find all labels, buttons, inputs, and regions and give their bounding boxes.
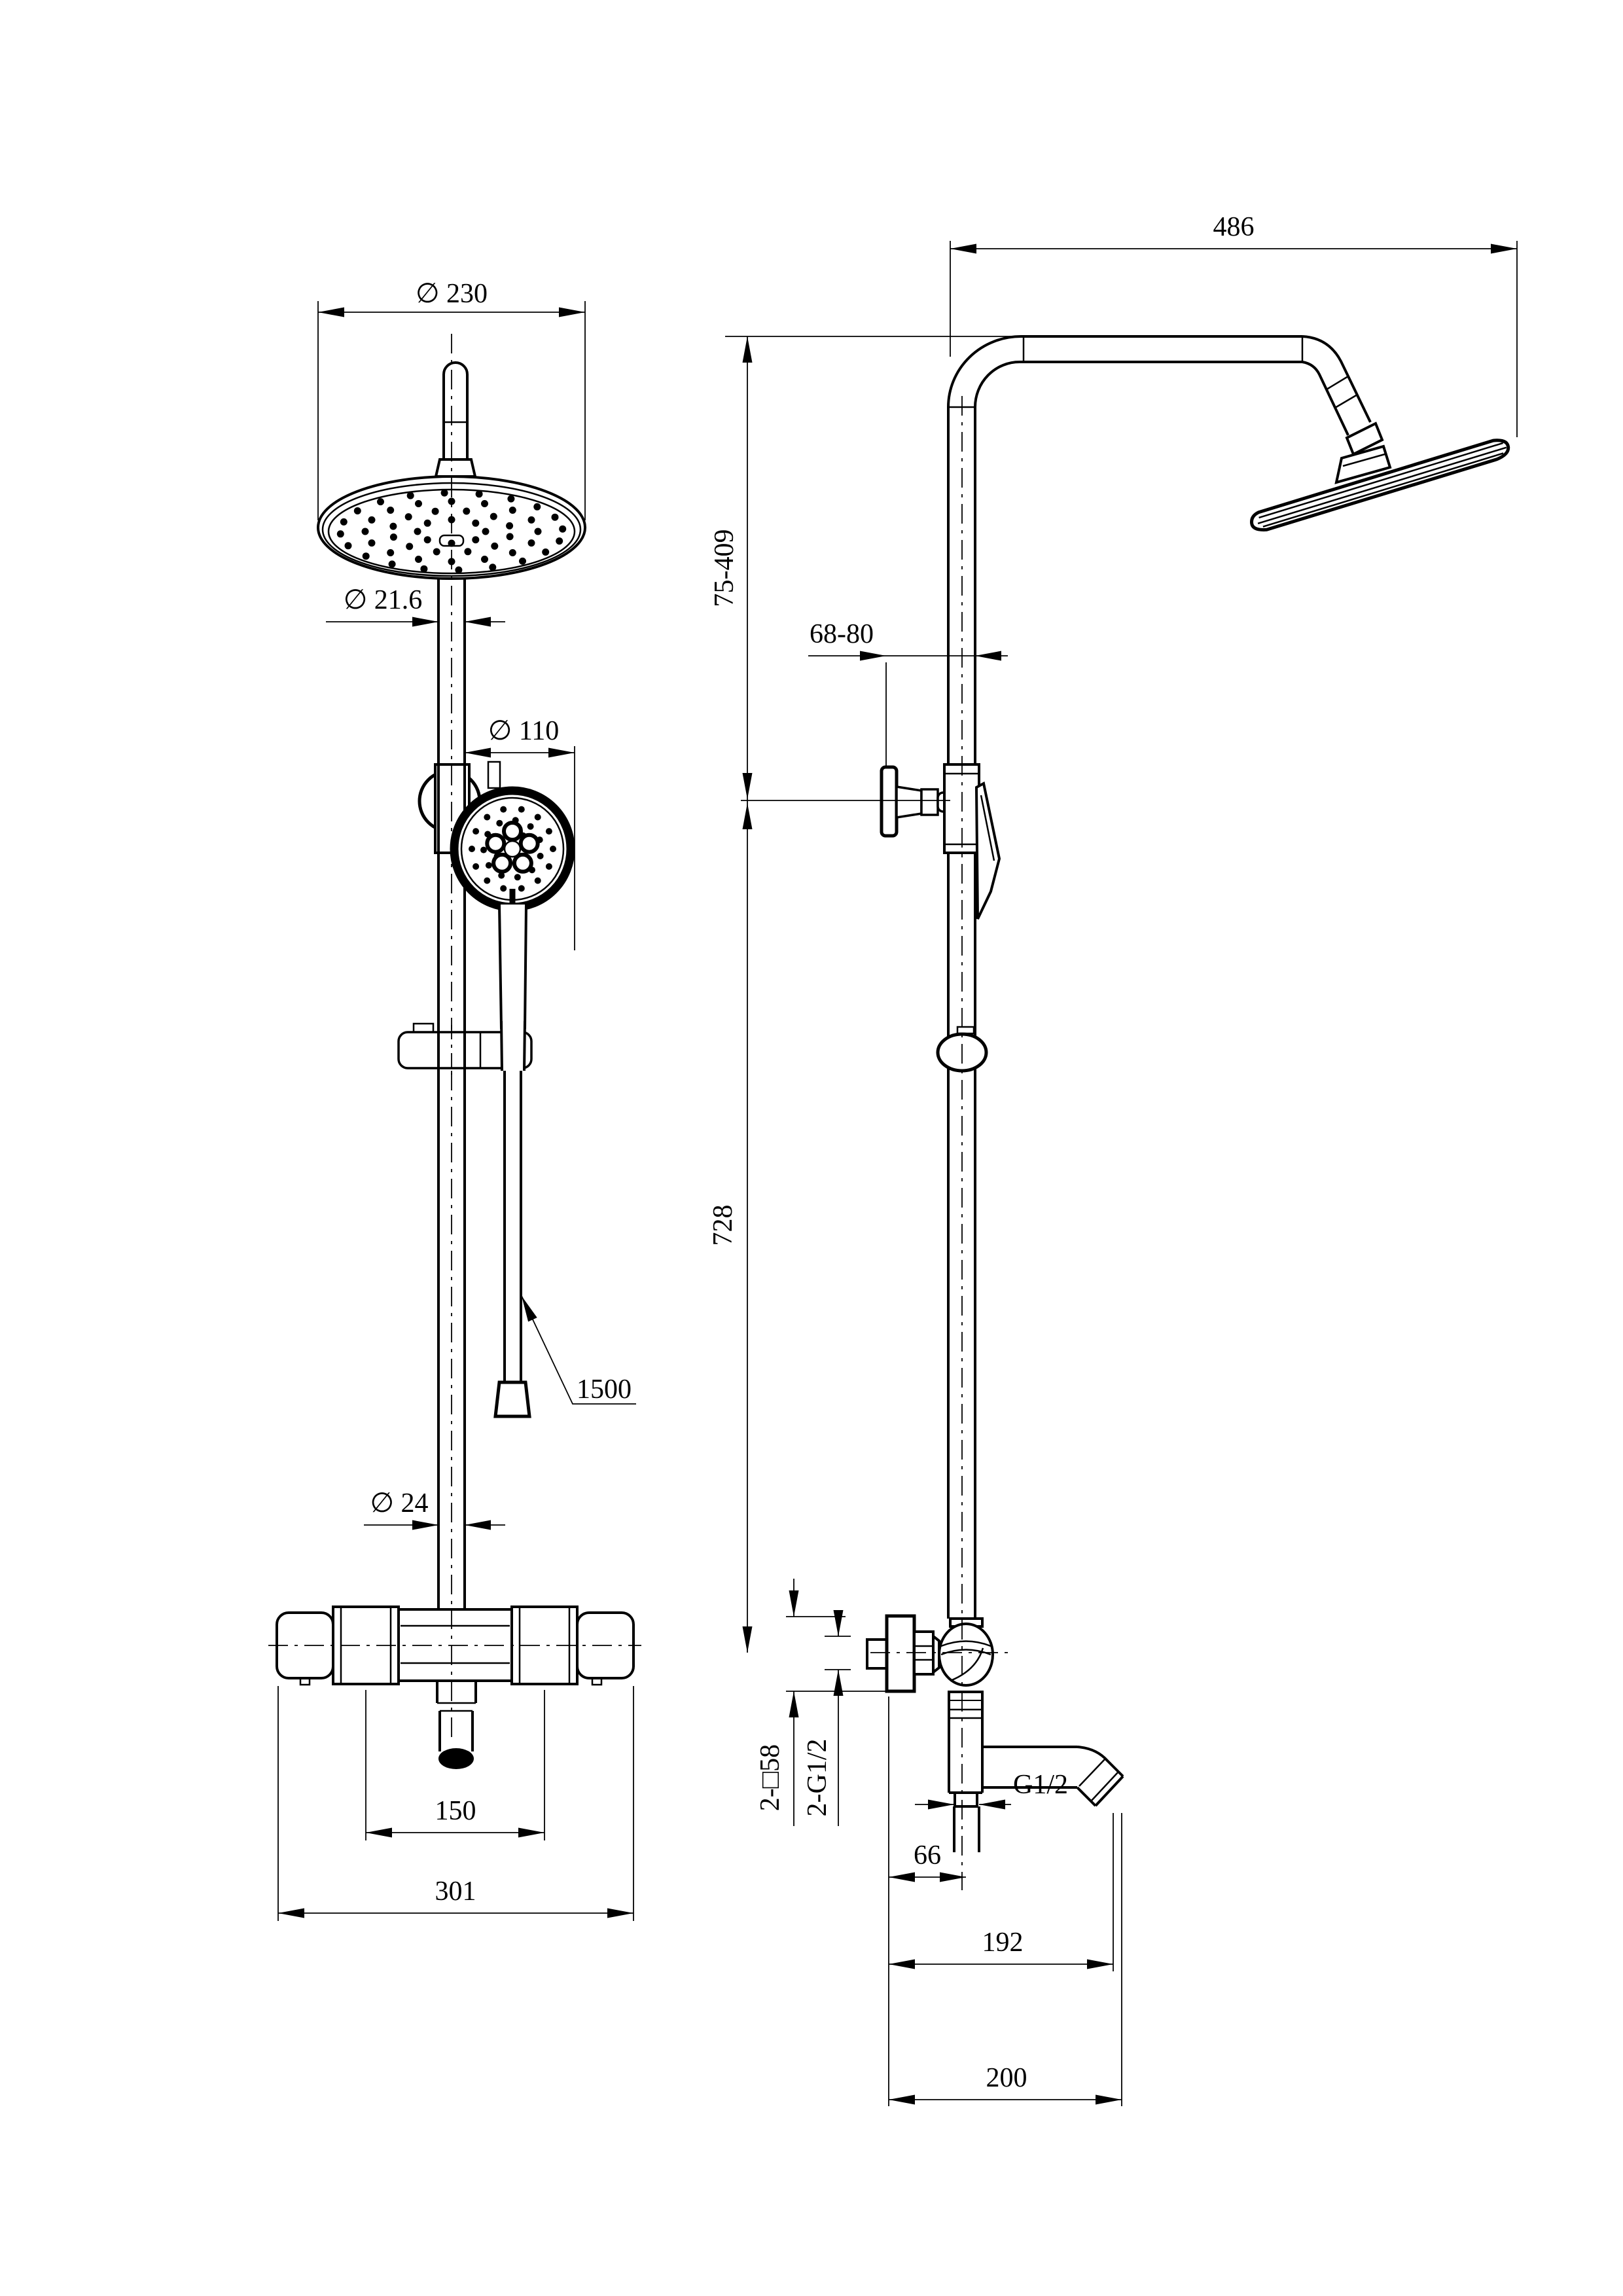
- spray-nozzle-dot: [518, 806, 525, 813]
- spray-nozzle-dot: [420, 565, 427, 573]
- dimension-arrowhead: [278, 1909, 304, 1918]
- supply-escutcheon: [887, 1616, 914, 1691]
- spray-nozzle-dot: [482, 528, 490, 535]
- spray-nozzle-dot: [535, 878, 541, 884]
- spray-nozzle-dot: [496, 820, 503, 827]
- spray-nozzle-dot: [340, 518, 348, 526]
- arm-diagonal-joint2: [1335, 395, 1357, 408]
- spray-nozzle-dot: [424, 536, 431, 543]
- spray-nozzle-dot: [363, 552, 370, 560]
- spray-nozzle-dot: [500, 806, 507, 813]
- spray-nozzle-dot: [542, 548, 549, 556]
- spray-nozzle-dot: [486, 862, 492, 869]
- spray-nozzle-dot: [500, 885, 507, 891]
- spray-nozzle-dot: [345, 542, 352, 549]
- spray-nozzle-dot: [377, 498, 384, 505]
- head-cone-connector: [436, 459, 475, 476]
- dimension-arrowhead: [743, 773, 753, 799]
- hand-shower-side-silhouette: [976, 783, 999, 919]
- spray-nozzle-dot: [535, 814, 541, 821]
- spray-nozzle-dot: [518, 885, 525, 891]
- spray-nozzle-dot: [389, 523, 397, 530]
- flower-nozzle: [521, 835, 538, 852]
- dimension-arrowhead: [1491, 244, 1517, 254]
- dim-inlet-spacing: 150: [435, 1796, 476, 1826]
- spray-nozzle-dot: [480, 847, 487, 853]
- bend-outer: [948, 336, 1021, 407]
- spray-nozzle-dot: [546, 863, 552, 870]
- spray-nozzle-dot: [337, 530, 344, 537]
- spray-nozzle-dot: [527, 823, 534, 830]
- arm-elbow-inner: [1302, 362, 1348, 435]
- dim-escutcheon-square: 2-□58: [755, 1744, 785, 1812]
- handle-right-edge: [525, 905, 526, 1029]
- dim-inlet-threads: 2-G1/2: [802, 1738, 832, 1817]
- dimension-arrowhead: [860, 651, 886, 661]
- arm-diagonal-joint1: [1327, 376, 1348, 389]
- spray-nozzle-dot: [559, 526, 566, 533]
- dimension-arrowhead: [559, 308, 585, 317]
- hose-fill: [505, 1071, 521, 1382]
- dimension-arrowhead: [789, 1590, 799, 1617]
- spray-nozzle-dot: [415, 556, 422, 563]
- dimension-arrowhead: [1087, 1960, 1113, 1969]
- dim-spout-overall: 200: [986, 2063, 1027, 2093]
- spray-nozzle-dot: [433, 548, 440, 556]
- spray-nozzle-dot: [387, 507, 394, 514]
- handle-lower-right: [524, 1021, 525, 1071]
- dimension-arrowhead: [743, 803, 753, 829]
- flower-nozzle: [504, 823, 521, 840]
- spray-nozzle-dot: [509, 549, 516, 556]
- spray-nozzle-dot: [463, 508, 470, 515]
- spray-nozzle-dot: [491, 543, 498, 550]
- bracket-collar: [921, 789, 938, 815]
- dim-arm-reach: 486: [1213, 212, 1255, 242]
- spray-nozzle-dot: [390, 533, 397, 541]
- spray-nozzle-dot: [389, 560, 396, 567]
- spray-nozzle-dot: [519, 558, 526, 565]
- dimension-arrowhead: [412, 1520, 438, 1530]
- dimension-arrowhead: [465, 617, 491, 627]
- dim-spout-outlet-thread: G1/2: [1013, 1770, 1068, 1800]
- spray-nozzle-dot: [414, 528, 421, 535]
- spray-nozzle-dot: [537, 853, 544, 859]
- outlet-nozzle: [955, 1793, 977, 1806]
- dimension-arrowhead: [518, 1828, 544, 1838]
- spray-nozzle-dot: [441, 490, 448, 497]
- spray-nozzle-dot: [469, 846, 475, 852]
- spray-nozzle-dot: [405, 513, 412, 520]
- supply-cone: [933, 1636, 939, 1672]
- spray-nozzle-dot: [387, 549, 394, 556]
- spray-nozzle-dot: [533, 503, 541, 511]
- dim-riser-length: 728: [708, 1204, 738, 1246]
- spray-nozzle-dot: [448, 558, 455, 565]
- spray-nozzle-dot: [448, 516, 455, 524]
- flower-nozzle: [514, 855, 531, 872]
- dim-hand-shower-diameter: ∅ 110: [488, 716, 560, 746]
- spray-nozzle-dot: [473, 828, 479, 834]
- spray-nozzle-dot: [484, 878, 490, 884]
- dimension-arrowhead: [889, 1960, 915, 1969]
- head-stub-pipe: [444, 363, 467, 459]
- spray-nozzle-dot: [556, 537, 563, 545]
- spray-nozzle-dot: [552, 514, 559, 521]
- spray-nozzle-dot: [484, 814, 490, 821]
- spray-nozzle-dot: [407, 492, 414, 499]
- side-dimensions: [708, 212, 1517, 2106]
- flower-nozzle: [487, 835, 504, 852]
- dimension-arrowhead: [548, 748, 575, 758]
- spray-nozzle-dot: [368, 516, 376, 524]
- neck-band: [949, 1692, 982, 1701]
- dim-head-drop-range: 75-409: [709, 529, 740, 607]
- dimension-arrowhead: [834, 1610, 844, 1636]
- bracket-wall-flange: [882, 767, 897, 836]
- dimension-arrowhead: [465, 748, 491, 758]
- dimension-arrowhead: [1096, 2095, 1122, 2105]
- dim-bracket-offset: 68-80: [810, 619, 874, 649]
- dimension-arrowhead: [318, 308, 344, 317]
- spray-nozzle-dot: [448, 540, 455, 547]
- dim-riser-diameter: ∅ 21.6: [343, 585, 423, 615]
- dimension-arrowhead: [889, 1873, 915, 1882]
- handle-lower-left: [501, 1021, 502, 1071]
- spray-nozzle-dot: [472, 520, 479, 527]
- spray-nozzle-dot: [406, 543, 413, 550]
- side-view: [708, 212, 1517, 2106]
- spray-nozzle-dot: [481, 556, 488, 563]
- diverter-ball: [939, 1624, 993, 1685]
- spray-nozzle-dot: [506, 522, 513, 529]
- spray-nozzle-dot: [490, 513, 497, 520]
- spray-nozzle-dot: [509, 507, 516, 514]
- dimension-arrowhead: [889, 2095, 915, 2105]
- spray-nozzle-dot: [448, 498, 455, 505]
- wall-supply-stub: [867, 1640, 887, 1668]
- dim-lower-riser-diameter: ∅ 24: [370, 1488, 429, 1518]
- spray-nozzle-dot: [476, 490, 483, 497]
- dimension-arrowhead: [366, 1828, 392, 1838]
- front-view: [268, 279, 641, 1921]
- dimension-arrowhead: [743, 336, 753, 363]
- spray-nozzle-dot: [528, 539, 535, 547]
- hand-shower-handle-fill: [499, 905, 526, 1029]
- spray-nozzle-dot: [415, 500, 422, 507]
- spray-nozzle-dot: [507, 495, 514, 503]
- dim-wall-to-riser-center: 66: [914, 1840, 941, 1871]
- holder-clip-tab: [488, 762, 500, 788]
- dim-spout-reach: 192: [982, 1928, 1024, 1958]
- spray-nozzle-dot: [481, 500, 488, 507]
- dimension-arrowhead: [950, 244, 976, 254]
- knob-step: [957, 1027, 974, 1033]
- spout-tip-joint: [1079, 1759, 1105, 1786]
- spray-nozzle-dot: [535, 528, 542, 535]
- spray-nozzle-dot: [489, 564, 496, 571]
- spout-tip-outer: [1077, 1747, 1123, 1776]
- spray-nozzle-dot: [455, 566, 462, 573]
- spray-nozzle-dot: [514, 874, 521, 880]
- spray-nozzle-dot: [473, 863, 479, 870]
- dimension-arrowhead: [928, 1800, 954, 1810]
- valve-front: [268, 1607, 641, 1769]
- valve-side: [867, 1616, 1123, 1852]
- dim-hose-length: 1500: [577, 1374, 632, 1405]
- flower-nozzle: [493, 855, 510, 872]
- spout-tip-inner: [1077, 1787, 1096, 1806]
- dimension-arrowhead: [412, 617, 438, 627]
- spray-nozzle-dot: [464, 548, 471, 555]
- spray-nozzle-dot: [368, 539, 376, 547]
- handle-lower-fill: [501, 1021, 525, 1071]
- spray-nozzle-dot: [354, 507, 361, 514]
- spray-nozzle-dot: [472, 536, 479, 543]
- spray-nozzle-dot: [528, 516, 535, 524]
- spout-body-fill: [949, 1701, 982, 1793]
- dimension-arrowhead: [834, 1670, 844, 1696]
- dim-head-diameter: ∅ 230: [415, 279, 488, 309]
- dimension-arrowhead: [789, 1691, 799, 1717]
- bracket-stem: [897, 787, 921, 817]
- dim-valve-width: 301: [435, 1876, 476, 1907]
- hand-shower: [454, 791, 571, 919]
- dimension-arrowhead: [607, 1909, 633, 1918]
- dimension-arrowhead: [979, 1800, 1005, 1810]
- spray-nozzle-dot: [424, 520, 431, 527]
- spray-nozzle-dot: [362, 528, 369, 535]
- bend-inner: [975, 362, 1020, 407]
- spray-nozzle-dot: [550, 846, 556, 852]
- spray-nozzle-dot: [507, 533, 514, 540]
- hose-end-fitting: [495, 1382, 529, 1416]
- dimension-arrowhead: [975, 651, 1001, 661]
- wall-bracket-side: [882, 767, 949, 836]
- dimension-arrowhead: [465, 1520, 491, 1530]
- spray-nozzle-dot: [432, 508, 439, 515]
- spray-nozzle-dot: [546, 828, 552, 834]
- dimension-arrowhead: [743, 1626, 753, 1653]
- outlet-opening: [438, 1748, 474, 1769]
